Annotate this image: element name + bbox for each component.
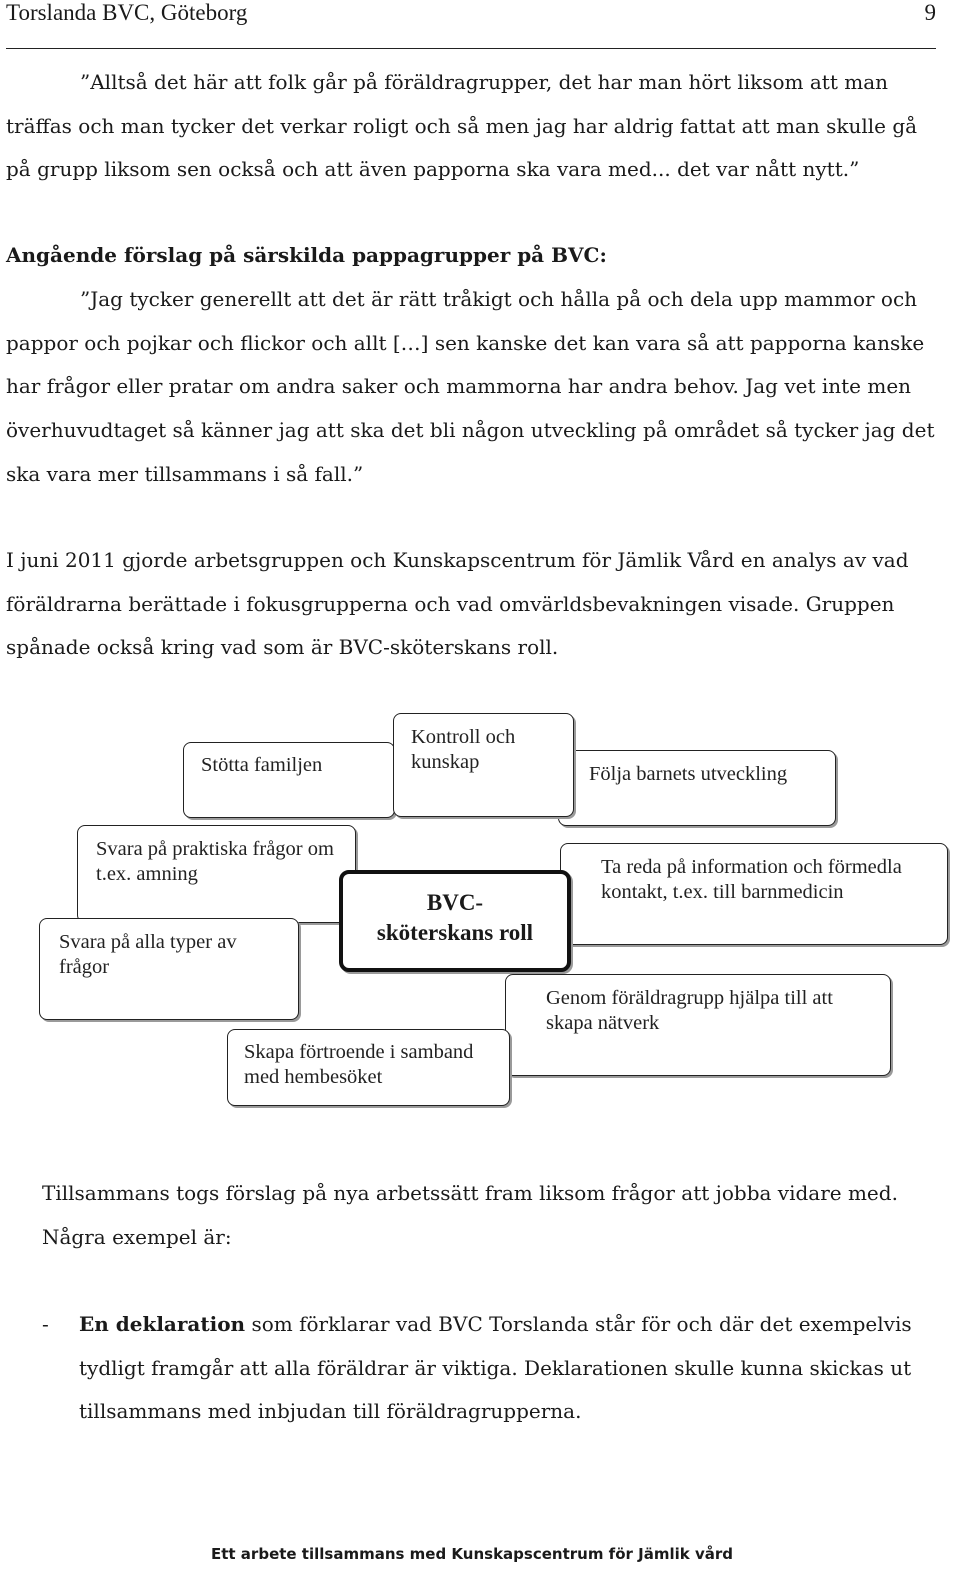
quote-2-text: ”Jag tycker generellt att det är rätt tråkigt och hålla på och dela upp mammor och pappor och pojkar och flickor och allt […] sen kanske det kan vara så att papporna kanske har frågor eller pratar om andra saker och mammorna har andra behov. Jag vet inte men överhuvudtaget så känner jag att ska det bli någon utveckling på området så tycker jag det ska vara mer tillsammans i så fall.” [6,287,935,486]
box-genom-foraldragrupp [505,974,891,1076]
center-line-2: sköterskans roll [376,920,534,945]
page-footer: Ett arbete tillsammans med Kunskapscentrum för Jämlik vård [211,1545,733,1563]
quote-1-text: ”Alltså det här att folk går på föräldragrupper, det har man hört liksom att man träffas och man tycker det verkar roligt och så men jag har aldrig fattat att man skulle gå på grupp liksom sen också och att även papporna ska vara med... det var nått nytt.” [6,70,918,182]
list-item-bold: En deklaration [79,1312,246,1336]
center-box-label [343,888,567,948]
box-svara-praktiska-fragor [77,825,356,923]
box-skapa-fortroende [227,1029,510,1106]
box-foraldragrupp-text: Genom föräldragrupp hjälpa till att skapa nätverk [546,987,833,1034]
box-folja-barnets-utveckling [558,750,836,826]
list-item-body [79,1303,936,1434]
box-ta-reda-text: Ta reda på information och förmedla kontakt, t.ex. till barnmedicin [601,856,902,903]
center-line-1: BVC- [426,890,484,915]
box-kontroll-och-kunskap [393,713,574,817]
list-dash: - [42,1312,49,1336]
box-ta-reda-pa-information [560,843,948,945]
list-item-text: som förklarar vad BVC Torslanda står för och där det exempelvis tydligt framgår att alla föräldrar är viktiga. Deklarationen skulle kunna skickas ut tillsammans med inbjudan till föräldragrupperna. [79,1312,912,1424]
header-title: Torslanda BVC, Göteborg [6,0,248,25]
section-heading: Angående förslag på särskilda pappagrupper på BVC: [6,243,607,267]
page-header [6,0,936,49]
quote-paragraph-2 [6,278,936,497]
box-stotta-text: Stötta familjen [201,754,323,776]
page-number: 9 [924,0,936,25]
box-folja-text: Följa barnets utveckling [589,763,788,785]
quote-paragraph-1 [6,61,936,192]
box-kontroll-text: Kontroll och kunskap [411,726,516,773]
together-paragraph: Tillsammans togs förslag på nya arbetssätt fram liksom frågor att jobba vidare med. Några exempel är: [42,1181,898,1249]
box-svara-alla-typer-fragor [39,918,299,1020]
box-alla-fragor-text: Svara på alla typer av frågor [59,931,237,978]
box-stotta-familjen [183,742,395,818]
center-box-bvc-skoterskans-roll [339,870,571,972]
box-fortroende-text: Skapa förtroende i samband med hembesöket [244,1041,474,1088]
intro-paragraph: I juni 2011 gjorde arbetsgruppen och Kunskapscentrum för Jämlik Vård en analys av vad föräldrarna berättade i fokusgrupperna och vad omvärldsbevakningen visade. Gruppen spånade också kring vad som är BVC-sköterskans roll. [6,548,909,660]
box-praktiska-text: Svara på praktiska frågor om t.ex. amning [96,838,334,885]
